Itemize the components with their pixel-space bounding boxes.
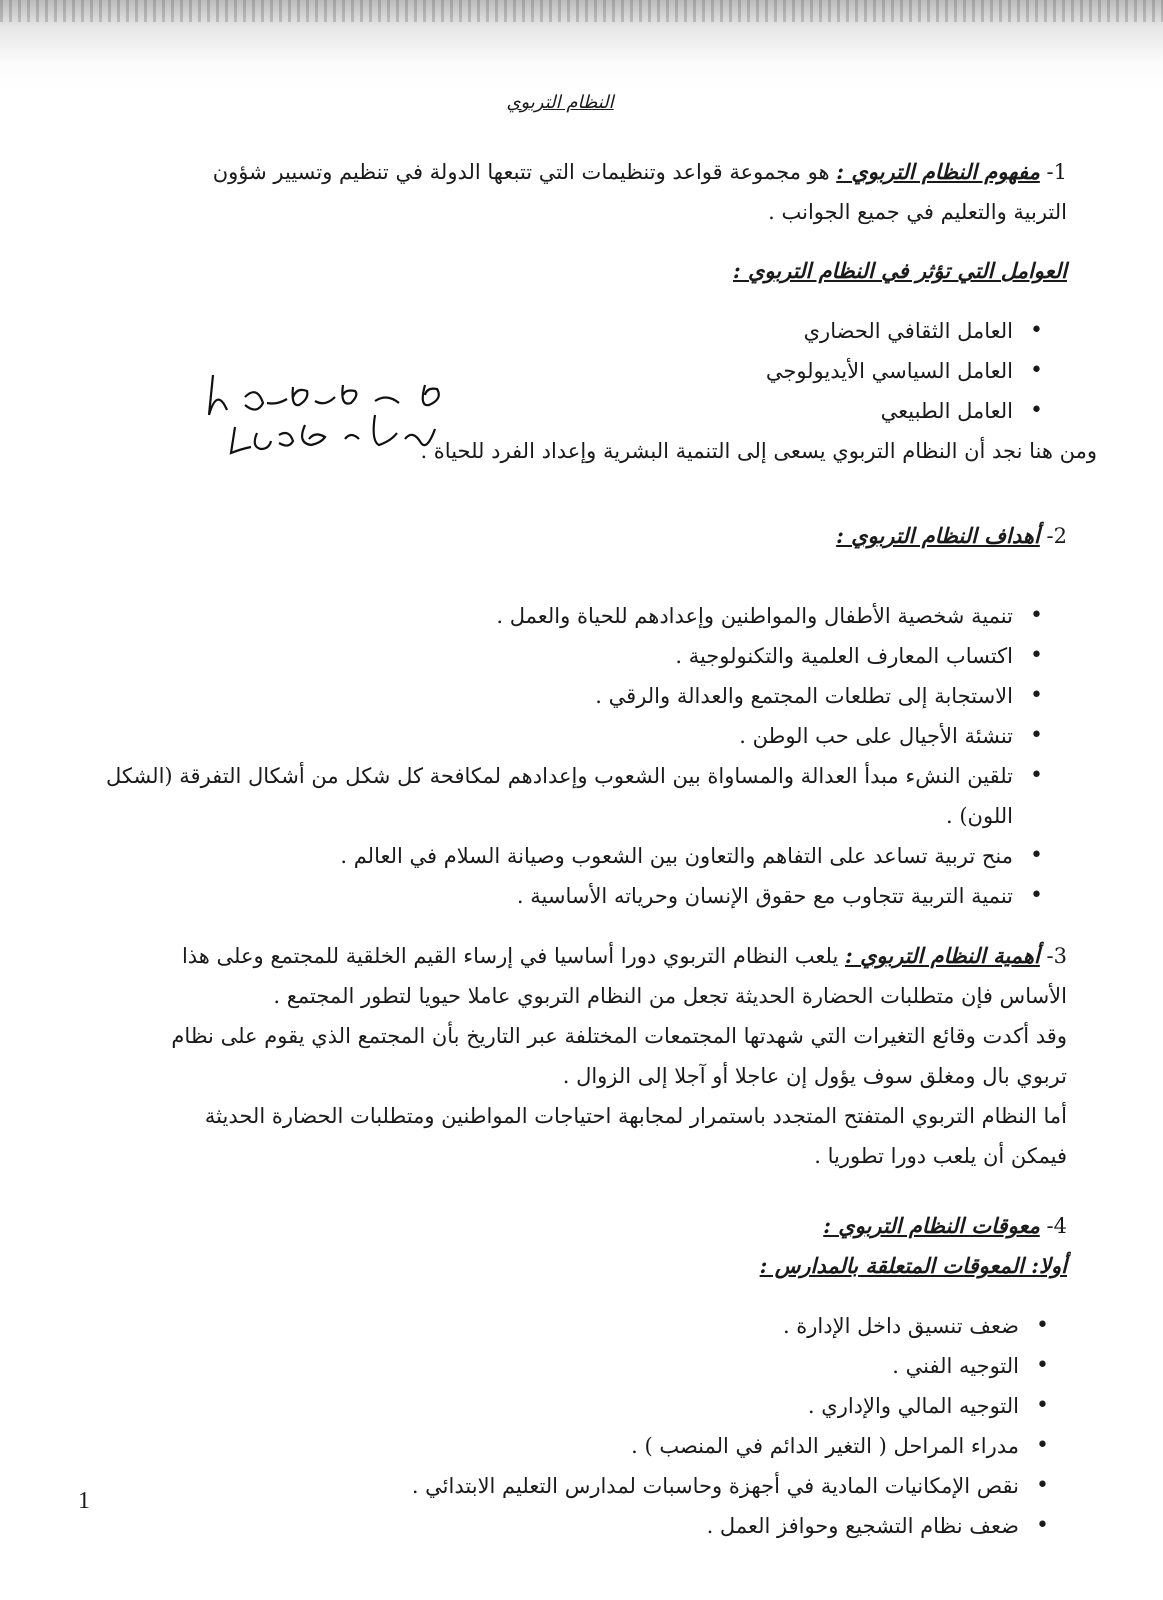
section3-text: يلعب النظام التربوي دورا أساسيا في إرساء القيم الخلقية للمجتمع وعلى هذا	[181, 944, 839, 968]
obstacles-subheading: أولا: المعوقات المتعلقة بالمدارس :	[759, 1253, 1067, 1278]
definition-line-1	[67, 152, 1067, 192]
list-item: • نقص الإمكانيات المادية في أجهزة وحاسبات لمدارس التعليم الابتدائي .	[67, 1466, 1053, 1506]
list-item: • ضعف تنسيق داخل الإدارة .	[67, 1306, 1053, 1346]
page-title: النظام التربوي	[506, 92, 614, 113]
section2-number: 2-	[1046, 524, 1067, 548]
section1-text: هو مجموعة قواعد وتنظيمات التي تتبعها الدولة في تنظيم وتسيير شؤون	[212, 160, 830, 184]
importance-para2-line2: تربوي بال ومغلق سوف يؤول إن عاجلا أو آجلا إلى الزوال .	[562, 1064, 1067, 1088]
section-importance	[67, 936, 1067, 1176]
list-item: • تلقين النشء مبدأ العدالة والمساواة بين الشعوب وإعدادهم لمكافحة كل شكل من أشكال التفرقة (الشكل اللون) .	[67, 756, 1047, 836]
section-factors	[67, 251, 1097, 471]
section4-number: 4-	[1046, 1214, 1067, 1238]
factors-list	[67, 311, 1047, 431]
obstacles-list	[67, 1306, 1053, 1546]
obstacles-heading-line	[67, 1206, 1067, 1246]
list-item: • الاستجابة إلى تطلعات المجتمع والعدالة والرقي .	[67, 676, 1047, 716]
list-item: • منح تربية تساعد على التفاهم والتعاون بين الشعوب وصيانة السلام في العالم .	[67, 836, 1047, 876]
list-item: • العامل الثقافي الحضاري	[67, 311, 1047, 351]
goals-heading-line	[67, 516, 1067, 556]
section-goals	[67, 516, 1067, 916]
section3-number: 3-	[1046, 944, 1067, 968]
list-item: • تنمية شخصية الأطفال والمواطنين وإعدادهم للحياة والعمل .	[67, 596, 1047, 636]
factors-heading: العوامل التي تؤثر في النظام التربوي :	[732, 258, 1067, 283]
section-definition	[67, 152, 1067, 232]
list-item: • اكتساب المعارف العلمية والتكنولوجية .	[67, 636, 1047, 676]
section1-heading: مفهوم النظام التربوي :	[836, 159, 1040, 184]
importance-para3-line2: فيمكن أن يلعب دورا تطوريا .	[814, 1144, 1067, 1168]
list-item: • تنمية التربية تتجاوب مع حقوق الإنسان وحرياته الأساسية .	[67, 876, 1047, 916]
section-obstacles	[67, 1206, 1067, 1546]
list-item: • العامل السياسي الأيديولوجي	[67, 351, 1047, 391]
importance-para3-line1: أما النظام التربوي المتفتح المتجدد باستمرار لمجابهة احتياجات المواطنين ومتطلبات الحضارة الحديثة	[204, 1104, 1067, 1128]
factors-conclusion: ومن هنا نجد أن النظام التربوي يسعى إلى التنمية البشرية وإعداد الفرد للحياة .	[420, 439, 1097, 463]
definition-line-2: التربية والتعليم في جميع الجوانب .	[768, 200, 1067, 224]
list-item: • تنشئة الأجيال على حب الوطن .	[67, 716, 1047, 756]
importance-line-1	[67, 936, 1067, 976]
goals-list	[67, 596, 1047, 916]
importance-line-2: الأساس فإن متطلبات الحضارة الحديثة تجعل من النظام التربوي عاملا حيويا لتطور المجتمع .	[273, 984, 1067, 1008]
list-item: • ضعف نظام التشجيع وحوافز العمل .	[67, 1506, 1053, 1546]
scan-shadow	[0, 0, 1163, 90]
section1-number: 1-	[1046, 160, 1067, 184]
importance-para2-line1: وقد أكدت وقائع التغيرات التي شهدتها المجتمعات المختلفة عبر التاريخ بأن المجتمع الذي يقوم على نظام	[171, 1024, 1067, 1048]
list-item: • العامل الطبيعي	[67, 391, 1047, 431]
list-item: • التوجيه المالي والإداري .	[67, 1386, 1053, 1426]
list-item: • مدراء المراحل ( التغير الدائم في المنصب ) .	[67, 1426, 1053, 1466]
section4-heading: معوقات النظام التربوي :	[823, 1213, 1040, 1238]
page-number: 1	[78, 1488, 90, 1514]
section3-heading: أهمية النظام التربوي :	[845, 943, 1040, 968]
section2-heading: أهداف النظام التربوي :	[836, 523, 1040, 548]
list-item: • التوجيه الفني .	[67, 1346, 1053, 1386]
